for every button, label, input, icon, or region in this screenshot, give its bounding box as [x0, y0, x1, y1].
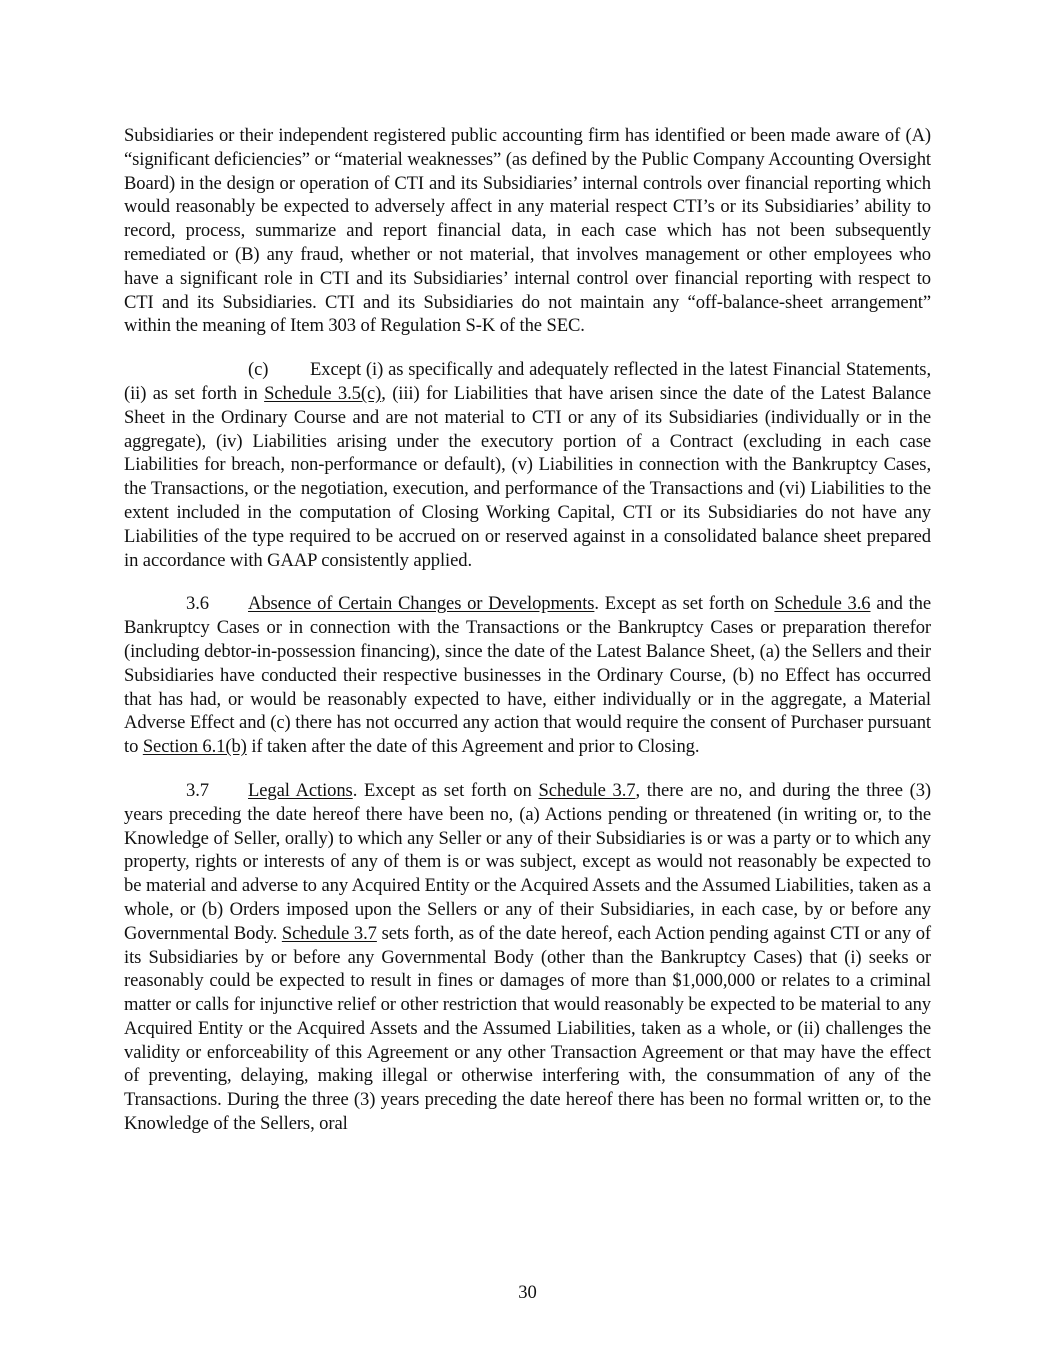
section-heading: Legal Actions [248, 779, 353, 801]
section-number: 3.7 [186, 779, 209, 801]
section-text-a: . Except as set forth on [594, 593, 775, 615]
paragraph-continuation: Subsidiaries or their independent registered public accounting firm has identified or been made aware of (A) “significant deficiencies” or “material weaknesses” (as defined by the Public Company Accounting Oversight Board) in the design or operation of CTI and its Subsidiaries’ internal controls over financial reporting which would reasonably be expected to adversely affect in any material respect CTI’s or its Subsidiaries’ ability to record, process, summarize and report financial data, in each case which has not been subsequently remediated or (B) any fraud, whether or not material, that involves management or other employees who have a significant role in CTI and its Subsidiaries’ internal control over financial reporting with respect to CTI and its Subsidiaries. CTI and its Subsidiaries do not maintain any “off-balance-sheet arrangement” within the meaning of Item 303 of Regulation S-K of the SEC. [124, 125, 931, 337]
section-text-c: sets forth, as of the date hereof, each Action pending against CTI or any of its Subsidiaries by or before any Governmental Body (other than the Bankruptcy Cases) that (i) seeks or reasonably could be expected to result in fines or damages of more than $1,000,000 or relates to a criminal matter or calls for injunctive relief or other restriction that would reasonably be expected to be material to any Acquired Entity or the Acquired Assets and the Assumed Liabilities, taken as a whole, or (ii) challenges the validity or enforceability of this Agreement or any other Transaction Agreement or that may have the effect of preventing, delaying, making illegal or otherwise interfering with, the consummation of any of the Transactions. During the three (3) years preceding the date hereof there has been no formal written or, to the Knowledge of the Sellers, oral [124, 922, 931, 1135]
section-number: 3.6 [186, 593, 209, 615]
section-text-b: , there are no, and during the three (3) years preceding the date hereof there have been no, (a) Actions pending or threatened (in writing or, to the Knowledge of Seller, orally) to which any Seller or any of their Subsidiaries is or was a party or to which any property, rights or interests of any of them is or was subject, except as would not reasonably be expected to be material and adverse to any Acquired Entity or the Acquired Assets and the Assumed Liabilities, taken as a whole, or (b) Orders imposed upon the Sellers or any of their Subsidiaries, in each case, by or before any Governmental Body. [124, 779, 931, 944]
section-3-7 [124, 779, 931, 1136]
subsection-label: (c) [248, 359, 269, 381]
subsection-text-a: Except (i) as specifically and adequately reflected in the latest Financial Statements, (ii) as set forth in [124, 359, 931, 404]
schedule-3-7-reference-second: Schedule 3.7 [281, 922, 377, 944]
section-heading: Absence of Certain Changes or Developments [248, 593, 595, 615]
schedule-3-7-reference: Schedule 3.7 [538, 779, 636, 801]
section-text-c: if taken after the date of this Agreement and prior to Closing. [246, 736, 700, 758]
schedule-3-6-reference: Schedule 3.6 [774, 593, 871, 615]
schedule-3-5c-reference: Schedule 3.5(c) [264, 382, 382, 404]
section-6-1b-reference: Section 6.1(b) [142, 736, 247, 758]
document-page [124, 124, 931, 1136]
page-number: 30 [518, 1282, 537, 1303]
section-text-b: and the Bankruptcy Cases or in connection with the Transactions or the Bankruptcy Cases or preparation therefor (including debtor-in-possession financing), since the date of the Latest Balance Sheet, (a) the Sellers and their Subsidiaries have conducted their respective businesses in the Ordinary Course, (b) no Effect has occurred that has had, or would be reasonably expected to have, either individually or in the aggregate, a Material Adverse Effect and (c) there has not occurred any action that would require the consent of Purchaser pursuant to [124, 593, 932, 758]
section-text-a: . Except as set forth on [352, 779, 539, 801]
subsection-text-b: , (iii) for Liabilities that have arisen since the date of the Latest Balance Sheet in the Ordinary Course and are not material to CTI or any of its Subsidiaries (individually or in the aggregate), (iv) Liabilities arising under the executory portion of a Contract (excluding in each case Liabilities for breach, non-performance or default), (v) Liabilities in connection with the Bankruptcy Cases, the Transactions, or the negotiation, execution, and performance of the Transactions and (vi) Liabilities to the extent included in the computation of Closing Working Capital, CTI or its Subsidiaries do not have any Liabilities of the type required to be accrued on or reserved against in a consolidated balance sheet prepared in accordance with GAAP consistently applied. [124, 382, 931, 571]
paragraph-subsection-c [124, 358, 931, 572]
section-3-6 [124, 592, 931, 759]
